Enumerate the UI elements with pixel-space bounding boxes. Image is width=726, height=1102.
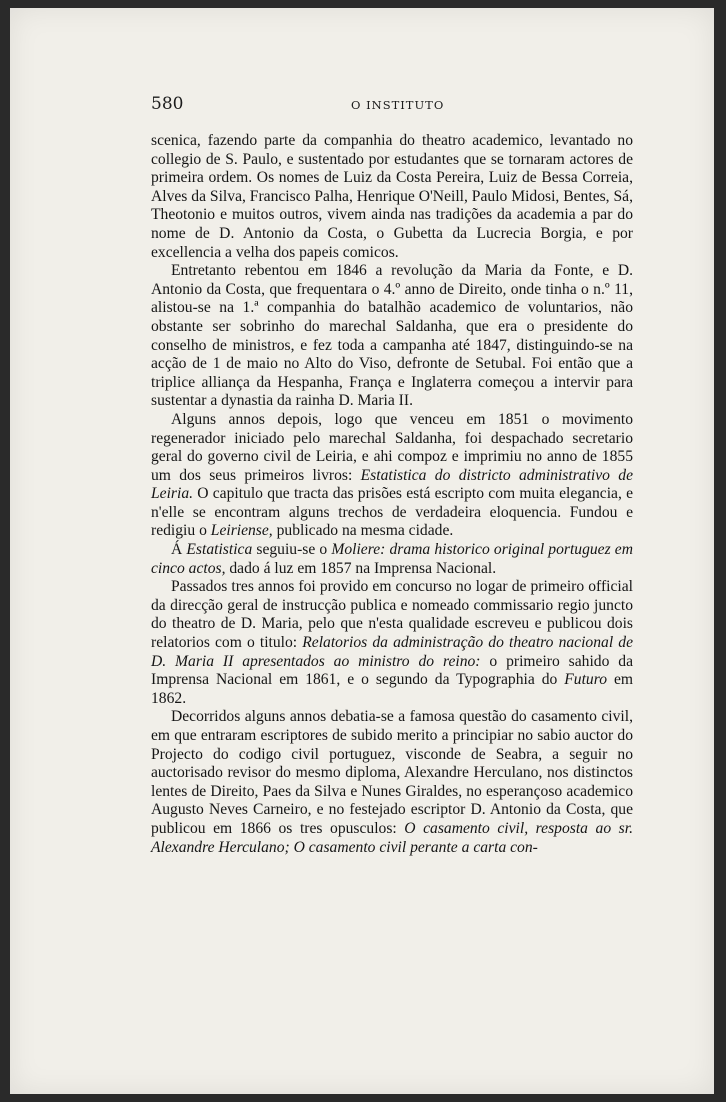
italic-title-run: Leiriense, xyxy=(210,522,273,540)
paragraph-4 xyxy=(151,541,633,578)
paragraph-6 xyxy=(151,708,633,857)
italic-title-run: Estatistica xyxy=(186,541,253,559)
italic-title-run: Moliere: drama historico original portuguez em cinco actos, xyxy=(151,541,633,577)
book-page xyxy=(10,8,714,1094)
text-run: Alguns annos depois, logo que venceu em 1851 o movimento regenerador iniciado pelo marechal Saldanha, foi despachado secretario geral do governo civil de Leiria, e ahi compoz e imprimiu no anno de 1855 um dos seus primeiros livros: xyxy=(151,410,633,484)
paragraph-1 xyxy=(151,132,633,262)
paragraph-5 xyxy=(151,578,633,708)
body-text xyxy=(151,132,633,857)
page-header xyxy=(151,94,641,120)
text-run: scenica, fazendo parte da companhia do theatro academico, levantado no collegio de S. Paulo, e sustentado por estudantes que se tornaram actores de primeira ordem. Os nomes de Luiz da Costa Pereira, Luiz de Bessa Correia, Alves da Silva, Francisco Palha, Henrique O'Neill, Paulo Midosi, Bentes, Sá, Theotonio e muitos outros, vivem ainda nas tradições da academia a par do nome de D. Antonio da Costa, o Gubetta da Lucrecia Borgia, e por excellencia a velha dos papeis comicos. xyxy=(151,132,633,261)
text-run: em 1862. xyxy=(151,671,634,707)
text-run: seguiu-se o xyxy=(252,541,332,559)
italic-title-run: Estatistica do districto administrativo de Leiria. xyxy=(151,466,633,503)
running-title: O INSTITUTO xyxy=(351,98,445,112)
page-number: 580 xyxy=(151,94,184,114)
text-run: Entretanto rebentou em 1846 a revolução da Maria da Fonte, e D. Antonio da Costa, que frequentara o 4.º anno de Direito, onde tinha o n.º 11, alistou-se na 1.ª companhia do batalhão academico de voluntarios, não obstante ser sobrinho do marechal Saldanha, que era o presidente do conselho de ministros, e fez toda a campanha até 1847, distinguindo-se na acção de 1 de maio no Alto do Viso, defronte de Setubal. Foi então que a triplice alliança da Hespanha, França e Inglaterra começou a intervir para sustentar a dynastia da rainha D. Maria II. xyxy=(151,262,633,410)
text-run: Passados tres annos foi provido em concurso no logar de primeiro official da direcção geral de instrucção publica e nomeado commissario regio juncto do theatro de D. Maria, pelo que n'esta qualidade escreveu e publicou dois relatorios com o titulo: xyxy=(151,578,633,652)
text-run: Á xyxy=(171,541,187,559)
italic-title-run: Relatorios da administração do theatro nacional de D. Maria II apresentados ao ministro do reino: xyxy=(151,634,633,670)
text-run: dado á luz em 1857 na Imprensa Nacional. xyxy=(225,559,497,577)
text-run: o primeiro sahido da Imprensa Nacional em 1861, e o segundo da Typographia do xyxy=(151,652,633,689)
italic-title-run: Futuro xyxy=(564,671,607,689)
text-run: publicado na mesma cidade. xyxy=(272,522,454,540)
text-run: O capitulo que tracta das prisões está escripto com muita elegancia, e n'elle se encontram alguns trechos de verdadeira eloquencia. Fundou e redigiu o xyxy=(151,485,633,540)
paragraph-2 xyxy=(151,262,633,411)
text-run: Decorridos alguns annos debatia-se a famosa questão do casamento civil, em que entraram escriptores de subido merito a principiar no sabio auctor do Projecto do codigo civil portuguez, visconde de Seabra, a seguir no auctorisado revisor do mesmo diploma, Alexandre Herculano, nos distinctos lentes de Direito, Paes da Silva e Nunes Giraldes, no esperançoso academico Augusto Neves Carneiro, e no festejado escriptor D. Antonio da Costa, que publicou em 1866 os tres opusculos: xyxy=(151,708,633,837)
italic-title-run: O casamento civil, resposta ao sr. Alexandre Herculano; O casamento civil perante a carta con- xyxy=(151,819,633,856)
paragraph-3 xyxy=(151,411,633,541)
